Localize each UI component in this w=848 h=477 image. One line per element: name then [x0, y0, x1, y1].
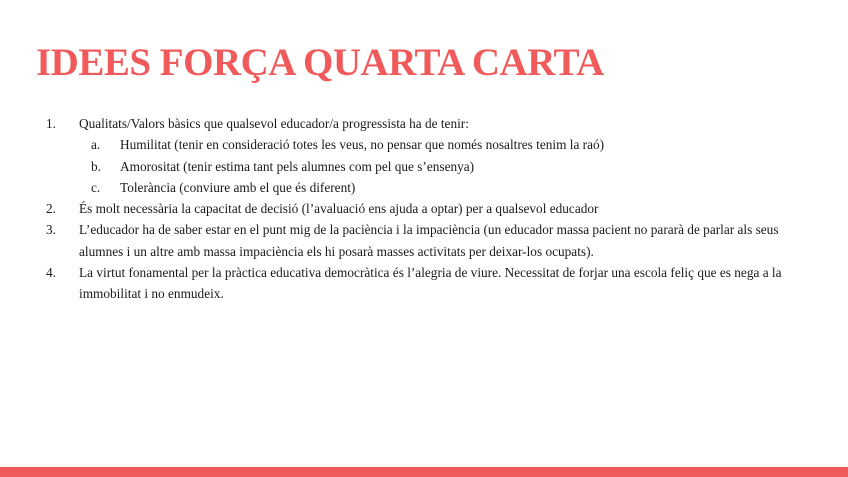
main-list — [42, 113, 802, 305]
list-item-text: Qualitats/Valors bàsics que qualsevol educador/a progressista ha de tenir: — [79, 116, 469, 131]
sub-item-text: Tolerància (conviure amb el que és diferent) — [120, 179, 356, 195]
list-item-1 — [42, 113, 802, 198]
sub-letter: a. — [91, 137, 101, 153]
list-number: 2. — [46, 201, 56, 217]
list-number: 4. — [46, 265, 56, 281]
list-item-3 — [42, 219, 802, 262]
sub-item-c — [79, 177, 802, 198]
list-item-text: L’educador ha de saber estar en el punt mig de la paciència i la impaciència (un educador massa pacient no pararà de parlar als seus alumnes i un altre amb massa impaciència els hi posarà masses activitats per deixar-los ocupats). — [79, 222, 779, 259]
list-number: 3. — [46, 222, 56, 238]
sub-letter: c. — [91, 179, 101, 195]
sub-item-b — [79, 156, 802, 177]
list-item-text: La virtut fonamental per la pràctica educativa democràtica és l’alegria de viure. Necessitat de forjar una escola feliç que es nega a la immobilitat i no enmudeix. — [79, 265, 782, 302]
list-item-2 — [42, 198, 802, 219]
accent-bottom-bar — [0, 467, 848, 477]
list-item-4 — [42, 262, 802, 305]
list-number: 1. — [46, 116, 56, 131]
sub-item-text: Humilitat (tenir en consideració totes les veus, no pensar que només nosaltres tenim la raó) — [120, 137, 605, 153]
sub-letter: b. — [91, 158, 101, 174]
slide-title: IDEES FORÇA QUARTA CARTA — [36, 41, 604, 84]
list-item-text: És molt necessària la capacitat de decisió (l’avaluació ens ajuda a optar) per a qualsevol educador — [79, 201, 599, 217]
sub-item-a — [79, 134, 802, 155]
slide-body — [42, 113, 802, 305]
sub-list — [79, 134, 802, 198]
sub-item-text: Amorositat (tenir estima tant pels alumnes com pel que s’ensenya) — [120, 158, 475, 174]
